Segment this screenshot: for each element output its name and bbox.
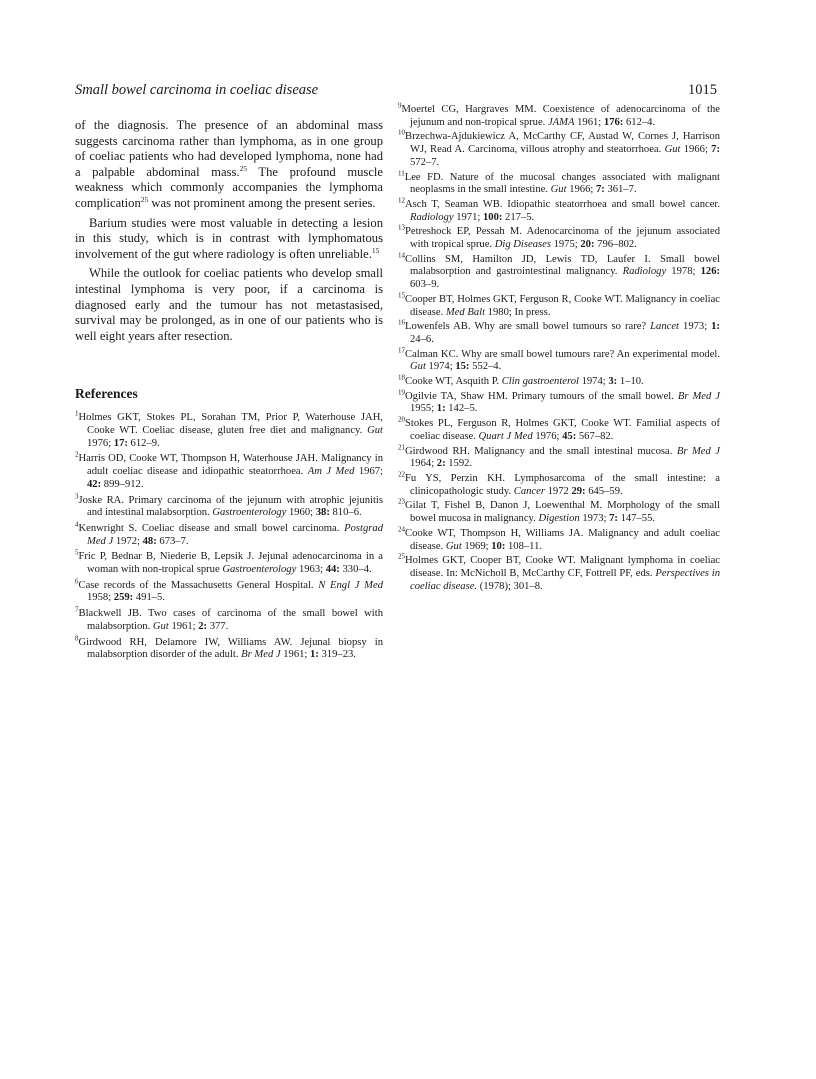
superscript-number: 23 bbox=[398, 497, 405, 506]
reference-entry bbox=[75, 577, 383, 605]
text-segment: Harris OD, Cooke WT, Thompson H, Waterhouse JAH. Malignancy in adult coeliac disease and idiopathic steatorrhoea. bbox=[78, 453, 383, 478]
reference-entry bbox=[398, 318, 720, 346]
text-segment: 1961; bbox=[280, 649, 311, 661]
reference-entry bbox=[398, 497, 720, 525]
reference-entry bbox=[75, 520, 383, 548]
volume-number: 7: bbox=[595, 184, 605, 196]
text-segment: 361–7. bbox=[604, 184, 637, 196]
text-segment: 1971; bbox=[453, 211, 483, 223]
reference-entry bbox=[398, 373, 720, 389]
text-segment: Ogilvie TA, Shaw HM. Primary tumours of the small bowel. bbox=[405, 390, 678, 402]
superscript-number: 24 bbox=[398, 525, 405, 534]
volume-number: 20: bbox=[580, 239, 595, 251]
reference-entry bbox=[398, 525, 720, 553]
reference-entry bbox=[75, 409, 383, 450]
journal-name: Gastroenterology bbox=[212, 507, 287, 519]
text-segment: Lowenfels AB. Why are small bowel tumours so rare? bbox=[405, 321, 651, 333]
text-segment: 1974; bbox=[425, 361, 456, 373]
text-segment: Lee FD. Nature of the mucosal changes associated with malignant neoplasms in the small intestine. bbox=[404, 171, 720, 196]
text-segment: 142–5. bbox=[445, 403, 478, 415]
text-segment: While the outlook for coeliac patients who develop small intestinal lymphoma is very poor, if a carcinoma is diagnosed early and the tumour has not metastasised, survival may be prolonged, as in one of our patients who is well eight years after resection. bbox=[75, 266, 383, 343]
text-segment: 612–9. bbox=[127, 437, 160, 449]
body-paragraph bbox=[75, 266, 383, 344]
superscript-number: 17 bbox=[398, 346, 405, 355]
text-segment: 1963; bbox=[296, 564, 326, 576]
reference-entry bbox=[75, 492, 383, 520]
reference-list-left bbox=[75, 409, 383, 662]
superscript-number: 25 bbox=[140, 194, 149, 204]
text-segment: 810–6. bbox=[329, 507, 362, 519]
text-segment: Brzechwa-Ajdukiewicz A, McCarthy CF, Austad W, Cornes J, Harrison WJ, Read A. Carcinoma, villous atrophy and steatorrhoea. bbox=[405, 131, 720, 156]
right-column bbox=[398, 101, 721, 595]
volume-number: 45: bbox=[562, 430, 577, 442]
text-segment: 1973; bbox=[679, 321, 712, 333]
volume-number: 2: bbox=[436, 458, 446, 470]
text-segment: Holmes GKT, Stokes PL, Sorahan TM, Prior P, Waterhouse JAH, Cooke WT. Coeliac disease, gluten free diet and malignancy. bbox=[78, 412, 383, 437]
reference-entry bbox=[398, 388, 720, 416]
superscript-number: 13 bbox=[398, 223, 405, 232]
journal-name: Lancet bbox=[650, 321, 679, 333]
text-segment: 147–55. bbox=[617, 513, 656, 525]
journal-name: Quart J Med bbox=[478, 430, 533, 442]
text-segment: 1980; In press. bbox=[485, 306, 551, 318]
journal-name: Br Med J bbox=[676, 445, 720, 457]
volume-number: 10: bbox=[491, 540, 506, 552]
volume-number: 17: bbox=[113, 437, 128, 449]
journal-name: Br Med J bbox=[241, 649, 281, 661]
text-segment: Petreshock EP, Pessah M. Adenocarcinoma of the jejunum associated with tropical sprue. bbox=[405, 226, 720, 251]
reference-entry bbox=[398, 223, 720, 251]
reference-entry bbox=[398, 196, 720, 224]
superscript-number: 11 bbox=[398, 168, 405, 177]
page-number: 1015 bbox=[688, 82, 717, 98]
volume-number: 100: bbox=[482, 211, 503, 223]
text-segment: 1964; bbox=[410, 458, 437, 470]
superscript-number: 16 bbox=[398, 318, 405, 327]
text-segment: 899–912. bbox=[101, 478, 144, 490]
superscript-number: 22 bbox=[398, 470, 405, 479]
text-segment: Holmes GKT, Cooper BT, Cooke WT. Malignant lymphoma in coeliac disease. In: McNicholl B, McCarthy CF, Fottrell PF, eds. bbox=[405, 555, 720, 579]
superscript-number: 2 bbox=[75, 450, 79, 459]
text-segment: 1973; bbox=[579, 513, 610, 525]
superscript-number: 9 bbox=[398, 101, 402, 110]
text-segment: 1966; bbox=[566, 184, 596, 196]
text-segment: 24–6. bbox=[410, 333, 434, 345]
text-segment: 319–23. bbox=[318, 649, 356, 661]
text-segment: 1978; bbox=[666, 266, 701, 278]
superscript-number: 6 bbox=[75, 577, 79, 586]
journal-name: Gastroenterology bbox=[222, 564, 297, 576]
journal-name: JAMA bbox=[547, 116, 575, 128]
journal-name: Gut bbox=[445, 540, 462, 552]
text-segment: 377. bbox=[207, 620, 229, 632]
volume-number: 48: bbox=[142, 535, 157, 547]
journal-name: Digestion bbox=[538, 513, 580, 525]
text-segment: 567–82. bbox=[576, 430, 614, 442]
superscript-number: 10 bbox=[398, 128, 405, 137]
text-segment: Asch T, Seaman WB. Idiopathic steatorrhoea and small bowel cancer. bbox=[405, 198, 720, 210]
text-segment: Girdwood RH. Malignancy and the small intestinal mucosa. bbox=[405, 445, 677, 457]
reference-entry bbox=[398, 470, 720, 498]
text-segment: 1972; bbox=[113, 535, 143, 547]
text-segment: 645–59. bbox=[585, 485, 623, 497]
text-segment: (1978); 301–8. bbox=[477, 580, 543, 592]
volume-number: 44: bbox=[325, 564, 340, 576]
superscript-number: 15 bbox=[371, 245, 380, 255]
superscript-number: 18 bbox=[398, 373, 405, 382]
superscript-number: 3 bbox=[75, 492, 79, 500]
text-segment: Collins SM, Hamilton JD, Lewis TD, Laufer I. Small bowel malabsorption and gastrointestinal malignancy. bbox=[405, 253, 720, 278]
text-segment: was not prominent among the present series. bbox=[148, 195, 376, 210]
body-paragraph bbox=[75, 216, 383, 263]
text-segment: Gilat T, Fishel B, Danon J, Loewenthal M. Morphology of the small bowel mucosa in malignancy. bbox=[405, 500, 720, 525]
text-segment: Blackwell JB. Two cases of carcinoma of the small bowel with malabsorption. bbox=[78, 608, 383, 632]
reference-entry bbox=[398, 128, 720, 169]
journal-name: Clin gastroenterol bbox=[501, 376, 579, 388]
superscript-number: 15 bbox=[398, 291, 405, 300]
text-segment: 491–5. bbox=[133, 592, 165, 604]
text-segment: 1969; bbox=[461, 540, 492, 552]
text-segment: 612–4. bbox=[623, 116, 656, 128]
superscript-number: 20 bbox=[398, 415, 405, 424]
text-segment: 1974; bbox=[578, 376, 609, 388]
volume-number: 1: bbox=[711, 321, 720, 333]
journal-name: Gut bbox=[550, 184, 567, 196]
journal-name: Cancer bbox=[513, 485, 545, 497]
journal-name: Radiology bbox=[410, 211, 454, 223]
volume-number: 1: bbox=[310, 649, 319, 661]
superscript-number: 5 bbox=[75, 548, 79, 557]
text-segment: Fric P, Bednar B, Niederie B, Lepsik J. Jejunal adenocarcinoma in a woman with non-tropical sprue bbox=[78, 551, 383, 576]
body-text bbox=[75, 118, 383, 344]
superscript-number: 7 bbox=[75, 605, 79, 614]
text-segment: Joske RA. Primary carcinoma of the jejunum with atrophic jejunitis and intestinal malabsorption. bbox=[78, 494, 383, 519]
text-segment: 796–802. bbox=[594, 239, 637, 251]
volume-number: 3: bbox=[608, 376, 618, 388]
journal-name: Gut bbox=[367, 425, 383, 437]
text-segment: Stokes PL, Ferguson R, Holmes GKT, Cooke WT. Familial aspects of coeliac disease. bbox=[405, 418, 720, 442]
journal-name: Gut bbox=[152, 620, 169, 632]
text-segment: 330–4. bbox=[339, 564, 372, 576]
text-segment: 1966; bbox=[680, 144, 712, 156]
journal-name: Postgrad Med J bbox=[87, 522, 383, 547]
superscript-number: 25 bbox=[398, 552, 405, 561]
text-segment: Girdwood RH, Delamore IW, Williams AW. Jejunal biopsy in malabsorption disorder of the adult. bbox=[78, 636, 383, 661]
text-segment: 1961; bbox=[168, 620, 199, 632]
reference-entry bbox=[75, 450, 383, 491]
text-segment: 1972 bbox=[544, 485, 572, 497]
reference-entry bbox=[398, 415, 720, 443]
volume-number: 1: bbox=[436, 403, 446, 415]
text-segment: 1976; bbox=[87, 437, 114, 449]
text-segment: 1975; bbox=[550, 239, 581, 251]
text-segment: of the diagnosis. The presence of an abdominal mass suggests carcinoma rather than lymphoma, as in one group of coeliac patients who had developed lymphoma, none had a palpable abdominal mass. bbox=[75, 118, 383, 179]
reference-list-right bbox=[398, 101, 721, 593]
reference-entry bbox=[398, 101, 720, 129]
journal-name: Perspectives in coeliac disease. bbox=[410, 567, 720, 592]
journal-name: N Engl J Med bbox=[318, 579, 383, 591]
reference-entry bbox=[398, 346, 720, 374]
text-segment: Cooke WT, Thompson H, Williams JA. Malignancy and adult coeliac disease. bbox=[405, 527, 720, 552]
text-segment: 1961; bbox=[574, 116, 604, 128]
running-header bbox=[75, 82, 717, 102]
volume-number: 7: bbox=[609, 513, 618, 525]
journal-name: Am J Med bbox=[307, 466, 355, 478]
text-segment: Case records of the Massachusetts General Hospital. bbox=[78, 579, 319, 591]
journal-name: Gut bbox=[664, 144, 681, 156]
superscript-number: 12 bbox=[398, 196, 405, 205]
superscript-number: 4 bbox=[75, 520, 79, 529]
text-segment: 603–9. bbox=[410, 279, 440, 291]
text-segment: Fu YS, Perzin KH. Lymphosarcoma of the small intestine: a clinicopathologic study. bbox=[405, 472, 720, 497]
body-paragraph bbox=[75, 118, 383, 212]
text-segment: 673–7. bbox=[156, 535, 189, 547]
reference-entry bbox=[398, 552, 720, 593]
text-segment: The profound muscle weakness which commonly accompanies the lymphoma complication bbox=[75, 164, 383, 210]
text-segment: Calman KC. Why are small bowel tumours rare? An experimental model. bbox=[405, 348, 720, 360]
references-heading: References bbox=[75, 386, 138, 402]
text-segment: 1976; bbox=[532, 430, 563, 442]
left-column bbox=[75, 118, 383, 665]
journal-name: Br Med J bbox=[677, 390, 720, 402]
running-title: Small bowel carcinoma in coeliac disease bbox=[75, 82, 319, 98]
superscript-number: 25 bbox=[239, 163, 248, 173]
text-segment: Cooper BT, Holmes GKT, Ferguson R, Cooke WT. Malignancy in coeliac disease. bbox=[405, 293, 720, 318]
text-segment: 108–11. bbox=[505, 540, 543, 552]
reference-entry bbox=[398, 443, 720, 471]
volume-number: 29: bbox=[571, 485, 586, 497]
text-segment: 552–4. bbox=[469, 361, 502, 373]
superscript-number: 1 bbox=[75, 409, 79, 418]
text-segment: 1955; bbox=[410, 403, 437, 415]
volume-number: 7: bbox=[711, 144, 720, 156]
text-segment: Kenwright S. Coeliac disease and small bowel carcinoma. bbox=[78, 522, 345, 534]
volume-number: 259: bbox=[113, 592, 134, 604]
volume-number: 38: bbox=[315, 507, 330, 519]
text-segment: 1592. bbox=[445, 458, 473, 470]
superscript-number: 19 bbox=[398, 388, 405, 397]
reference-entry bbox=[75, 548, 383, 576]
journal-name: Radiology bbox=[622, 266, 667, 278]
superscript-number: 21 bbox=[398, 443, 405, 452]
superscript-number: 14 bbox=[398, 251, 405, 260]
volume-number: 126: bbox=[700, 266, 721, 278]
superscript-number: 8 bbox=[75, 634, 79, 643]
volume-number: 15: bbox=[455, 361, 470, 373]
text-segment: 1–10. bbox=[617, 376, 644, 388]
text-segment: 217–5. bbox=[502, 211, 535, 223]
volume-number: 176: bbox=[603, 116, 624, 128]
text-segment: Cooke WT, Asquith P. bbox=[405, 376, 502, 388]
text-segment: 1960; bbox=[286, 507, 316, 519]
reference-entry bbox=[75, 605, 383, 633]
reference-entry bbox=[398, 251, 721, 292]
journal-name: Med Balt bbox=[445, 306, 486, 318]
journal-name: Dig Diseases bbox=[494, 239, 551, 251]
text-segment: Moertel CG, Hargraves MM. Coexistence of adenocarcinoma of the jejunum and non-tropical sprue. bbox=[401, 104, 720, 128]
text-segment: 572–7. bbox=[410, 156, 440, 168]
reference-entry bbox=[75, 634, 383, 662]
volume-number: 2: bbox=[198, 620, 208, 632]
reference-entry bbox=[398, 291, 720, 319]
text-segment: Barium studies were most valuable in detecting a lesion in this study, which is in contrast with lymphomatous involvement of the gut where radiology is often unreliable. bbox=[75, 215, 383, 261]
volume-number: 42: bbox=[87, 478, 102, 490]
text-segment: 1958; bbox=[87, 592, 114, 604]
text-segment: 1967; bbox=[354, 466, 383, 478]
reference-entry bbox=[398, 168, 720, 197]
journal-name: Gut bbox=[410, 361, 426, 373]
